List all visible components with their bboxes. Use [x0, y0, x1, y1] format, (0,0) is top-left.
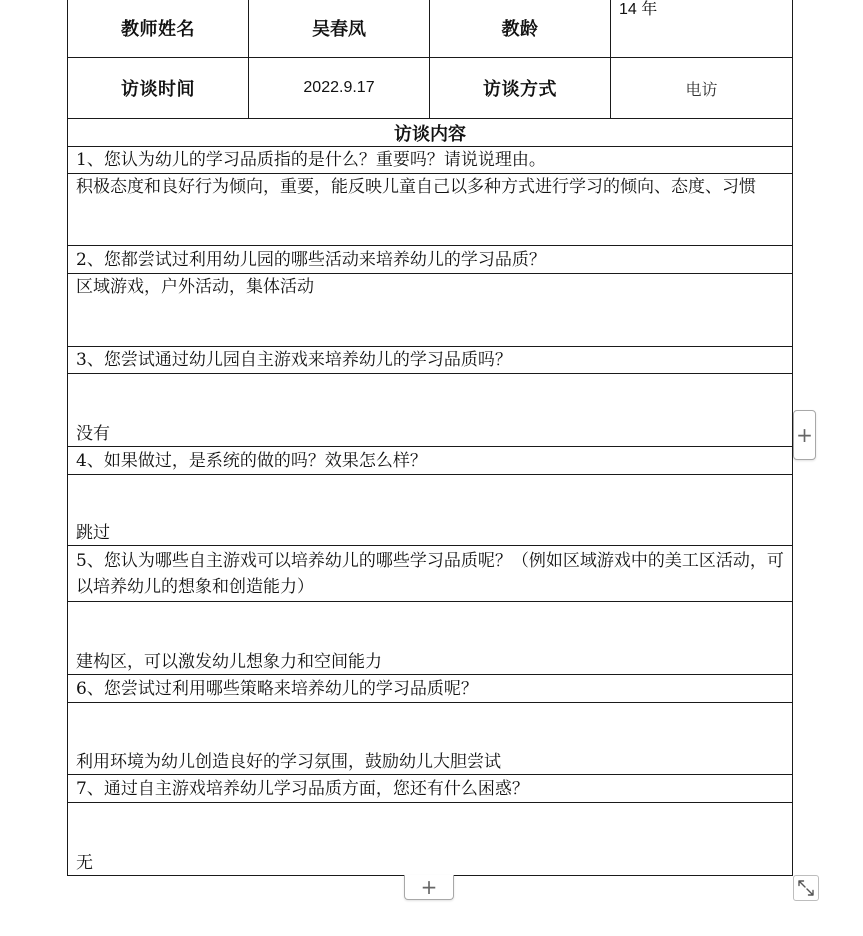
- question-4[interactable]: 4、如果做过，是系统的做的吗？效果怎么样？: [68, 447, 793, 475]
- question-row-6: [68, 675, 793, 703]
- answer-row-6: [68, 703, 793, 775]
- question-row-2: [68, 246, 793, 274]
- interview-method-label: 访谈方式: [430, 58, 611, 119]
- answer-6[interactable]: 利用环境为幼儿创造良好的学习氛围，鼓励幼儿大胆尝试: [68, 703, 793, 775]
- plus-icon: +: [420, 875, 438, 899]
- interview-table: [67, 0, 793, 876]
- section-title: 访谈内容: [68, 119, 793, 147]
- answer-row-1: [68, 174, 793, 246]
- teaching-years-label: 教龄: [430, 0, 611, 58]
- teaching-years-value: 14 年: [619, 1, 658, 18]
- question-3[interactable]: 3、您尝试通过幼儿园自主游戏来培养幼儿的学习品质吗？: [68, 347, 793, 374]
- answer-1[interactable]: 积极态度和良好行为倾向，重要，能反映儿童自己以多种方式进行学习的倾向、态度、习惯: [68, 174, 793, 246]
- question-2[interactable]: 2、您都尝试过利用幼儿园的哪些活动来培养幼儿的学习品质？: [68, 246, 793, 274]
- question-6[interactable]: 6、您尝试过利用哪些策略来培养幼儿的学习品质呢？: [68, 675, 793, 703]
- interview-time-value[interactable]: 2022.9.17: [249, 58, 430, 119]
- answer-row-7: [68, 803, 793, 876]
- answer-3[interactable]: 没有: [68, 374, 793, 447]
- add-column-button[interactable]: [793, 410, 816, 460]
- header-row-1: [68, 0, 793, 58]
- question-row-7: [68, 775, 793, 803]
- question-5[interactable]: 5、您认为哪些自主游戏可以培养幼儿的哪些学习品质呢？（例如区域游戏中的美工区活动，可以培养幼儿的想象和创造能力）: [68, 546, 793, 602]
- question-1[interactable]: 1、您认为幼儿的学习品质指的是什么？重要吗？请说说理由。: [68, 147, 793, 174]
- teacher-name-value[interactable]: 吴春凤: [249, 0, 430, 58]
- question-row-1: [68, 147, 793, 174]
- question-row-5: [68, 546, 793, 602]
- answer-5[interactable]: 建构区，可以激发幼儿想象力和空间能力: [68, 602, 793, 675]
- answer-2[interactable]: 区域游戏，户外活动，集体活动: [68, 274, 793, 347]
- answer-row-4: [68, 475, 793, 546]
- header-row-2: [68, 58, 793, 119]
- plus-icon: +: [796, 423, 813, 447]
- answer-row-3: [68, 374, 793, 447]
- question-7[interactable]: 7、通过自主游戏培养幼儿学习品质方面，您还有什么困惑？: [68, 775, 793, 803]
- expand-diagonal-icon: [794, 876, 818, 900]
- teaching-years-cell[interactable]: [611, 0, 793, 58]
- interview-time-label: 访谈时间: [68, 58, 249, 119]
- table-resize-button[interactable]: [793, 875, 819, 901]
- answer-7[interactable]: 无: [68, 803, 793, 876]
- section-title-row: [68, 119, 793, 147]
- interview-method-value[interactable]: 电访: [611, 58, 793, 119]
- question-row-4: [68, 447, 793, 475]
- answer-row-5: [68, 602, 793, 675]
- add-row-button[interactable]: [404, 875, 454, 900]
- teacher-name-label: 教师姓名: [68, 0, 249, 58]
- answer-4[interactable]: 跳过: [68, 475, 793, 546]
- question-row-3: [68, 347, 793, 374]
- answer-row-2: [68, 274, 793, 347]
